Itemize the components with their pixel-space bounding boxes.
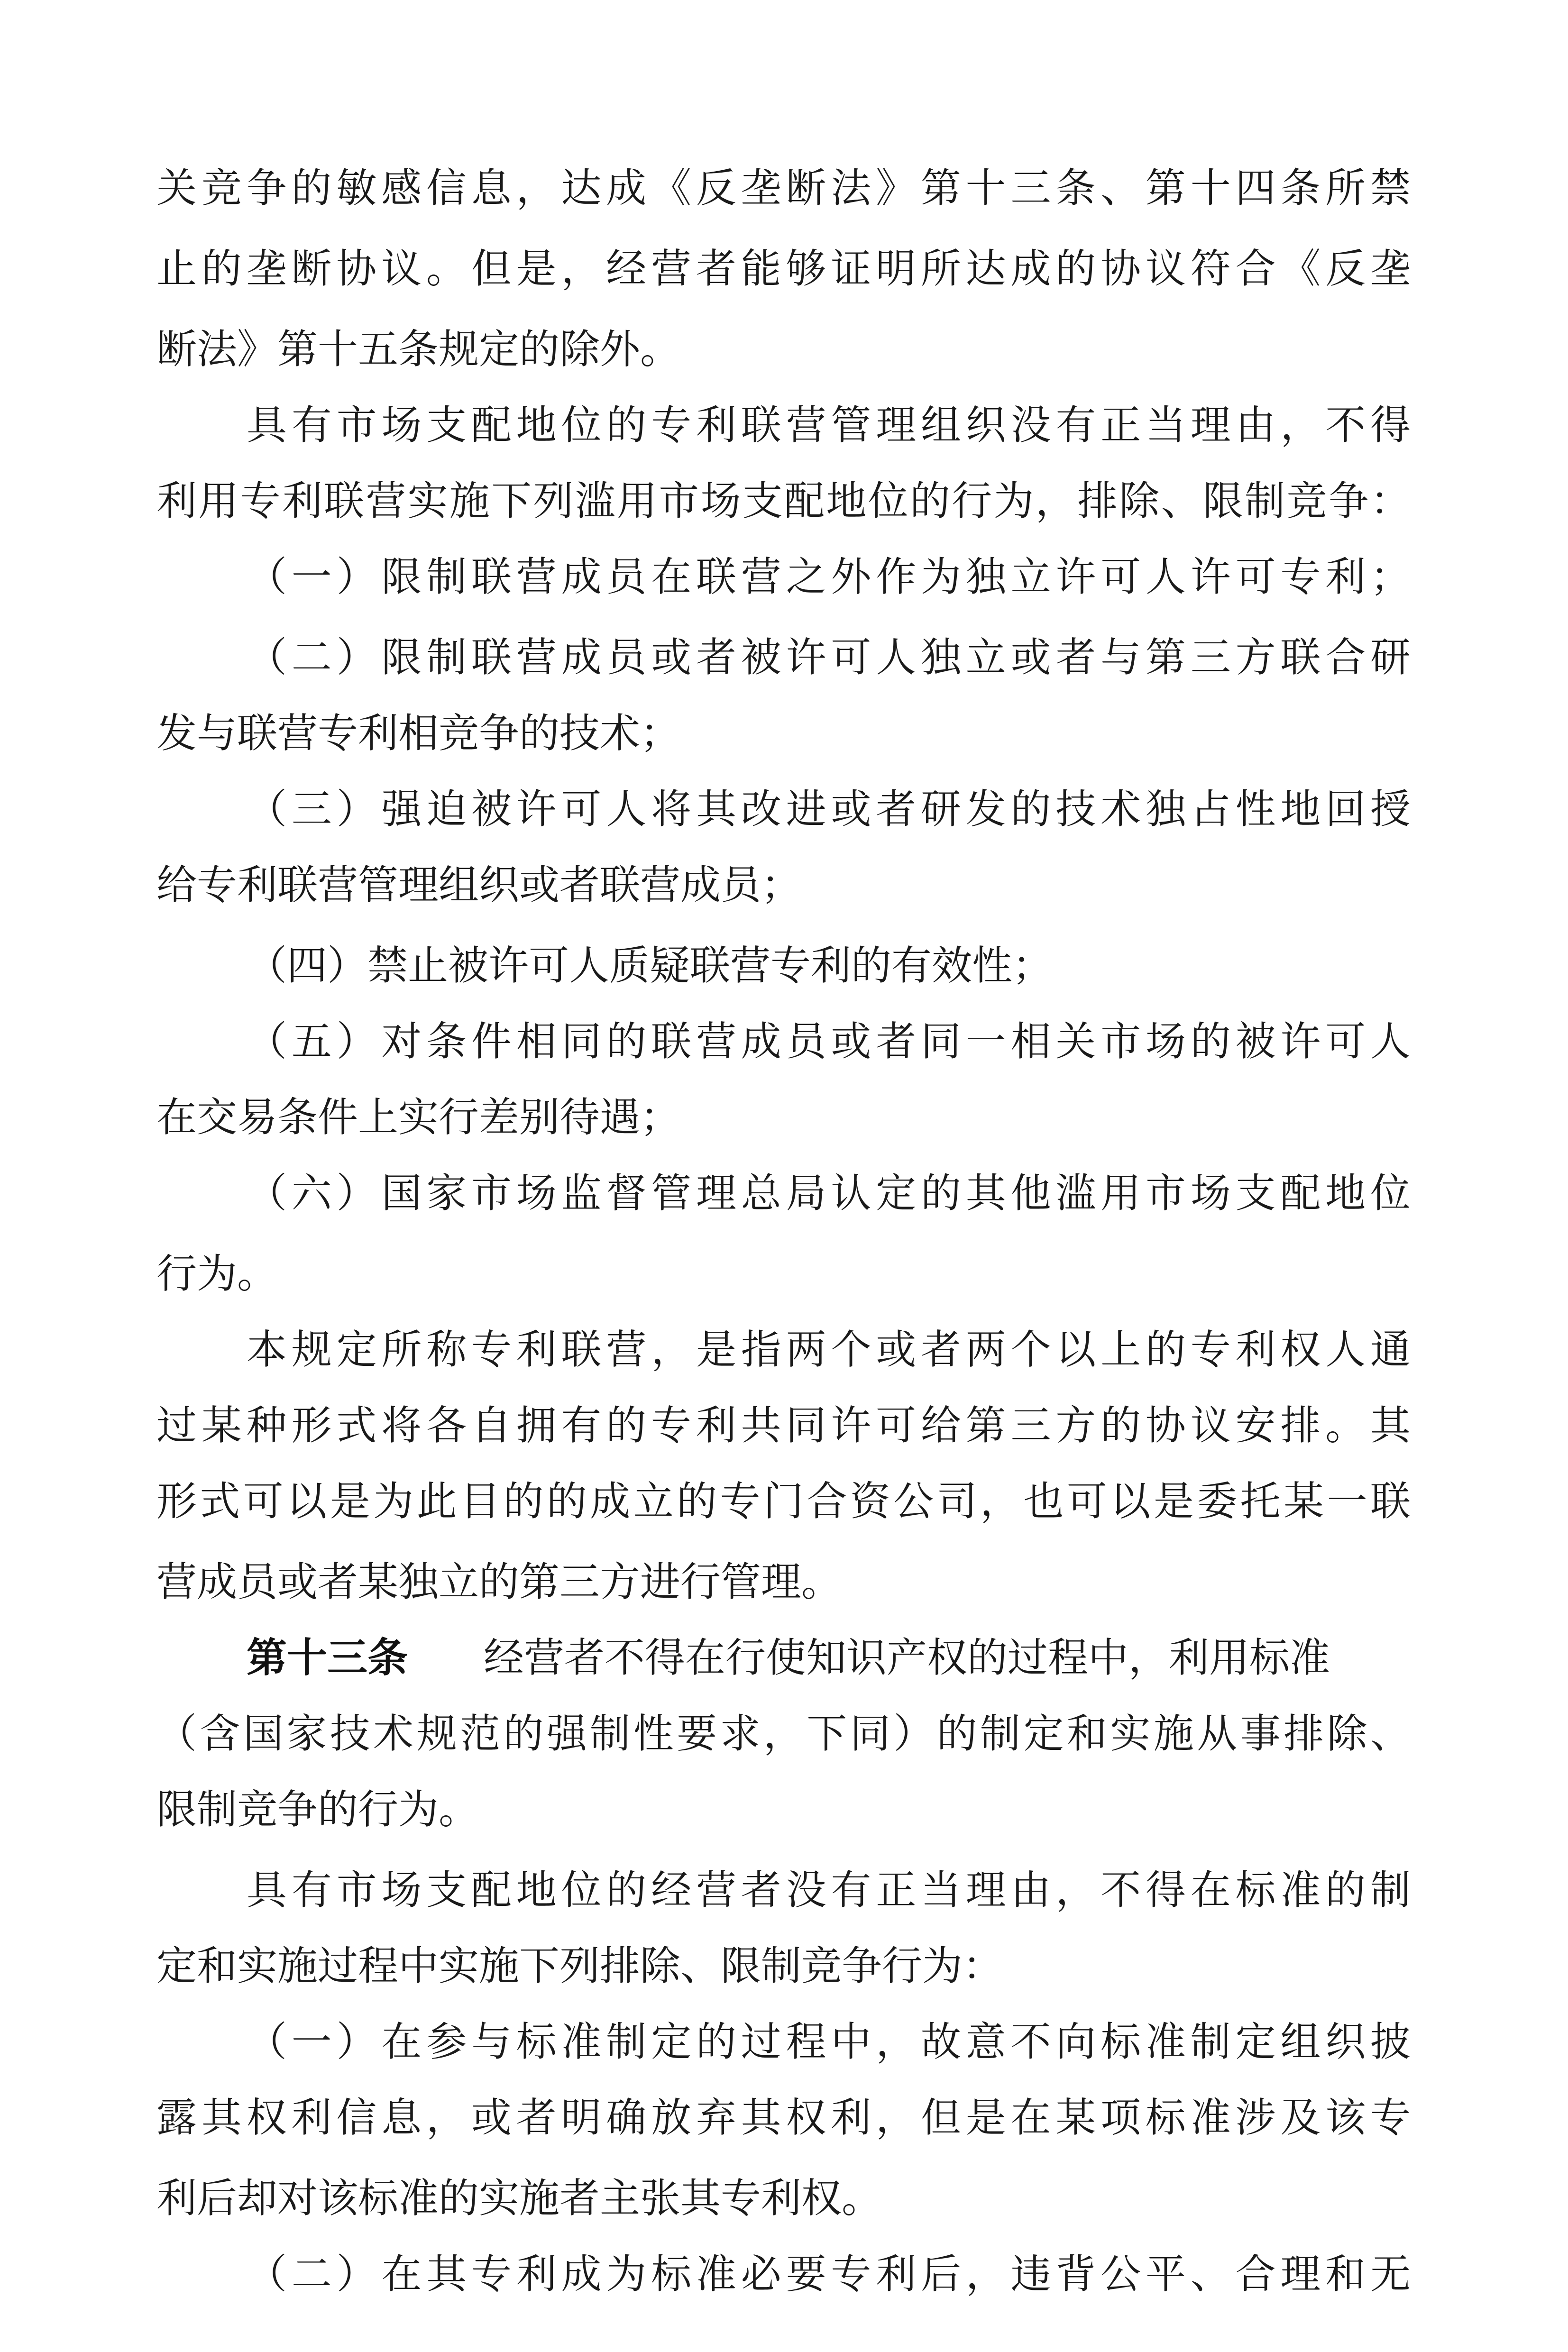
article-text: 经营者不得在行使知识产权的过程中，利用标准	[484, 1635, 1330, 1682]
text-line: （含国家技术规范的强制性要求，下同）的制定和实施从事排除、	[156, 1711, 1414, 1757]
text-line: （一）限制联营成员在联营之外作为独立许可人许可专利；	[247, 554, 1415, 601]
text-line: 止的垄断协议。但是，经营者能够证明所达成的协议符合《反垄	[156, 246, 1415, 293]
text-line: 行为。	[156, 1251, 278, 1298]
text-line: 营成员或者某独立的第三方进行管理。	[156, 1559, 842, 1606]
text-line: 断法》第十五条规定的除外。	[156, 326, 681, 373]
article-heading: 第十三条	[247, 1635, 408, 1682]
text-line: 露其权利信息，或者明确放弃其权利，但是在某项标准涉及该专	[156, 2095, 1415, 2142]
text-line: 形式可以是为此目的的成立的专门合资公司，也可以是委托某一联	[156, 1478, 1414, 1525]
text-line: （三）强迫被许可人将其改进或者研发的技术独占性地回授	[247, 786, 1415, 833]
text-line: 具有市场支配地位的经营者没有正当理由，不得在标准的制	[247, 1867, 1415, 1914]
text-line: 发与联营专利相竞争的技术；	[156, 710, 681, 757]
text-line: 定和实施过程中实施下列排除、限制竞争行为：	[156, 1943, 1003, 1990]
text-line: （一）在参与标准制定的过程中，故意不向标准制定组织披	[247, 2019, 1415, 2066]
text-line: （二）在其专利成为标准必要专利后，违背公平、合理和无	[247, 2251, 1415, 2298]
text-line: 利后却对该标准的实施者主张其专利权。	[156, 2175, 882, 2222]
text-line: （四）禁止被许可人质疑联营专利的有效性；	[247, 943, 1053, 989]
text-line: 给专利联营管理组织或者联营成员；	[156, 862, 802, 909]
text-line: （六）国家市场监督管理总局认定的其他滥用市场支配地位	[247, 1170, 1415, 1217]
text-line: 关竞争的敏感信息，达成《反垄断法》第十三条、第十四条所禁	[156, 165, 1415, 212]
text-line: 限制竞争的行为。	[156, 1786, 479, 1833]
text-line: 在交易条件上实行差别待遇；	[156, 1094, 681, 1141]
text-line: 过某种形式将各自拥有的专利共同许可给第三方的协议安排。其	[156, 1402, 1415, 1449]
text-line: 利用专利联营实施下列滥用市场支配地位的行为，排除、限制竞争：	[156, 478, 1412, 525]
text-line: （五）对条件相同的联营成员或者同一相关市场的被许可人	[247, 1018, 1415, 1065]
text-line: （二）限制联营成员或者被许可人独立或者与第三方联合研	[247, 634, 1415, 681]
text-line: 本规定所称专利联营，是指两个或者两个以上的专利权人通	[247, 1327, 1415, 1373]
article-13-line	[247, 1623, 1330, 1694]
text-line: 具有市场支配地位的专利联营管理组织没有正当理由，不得	[247, 402, 1415, 449]
